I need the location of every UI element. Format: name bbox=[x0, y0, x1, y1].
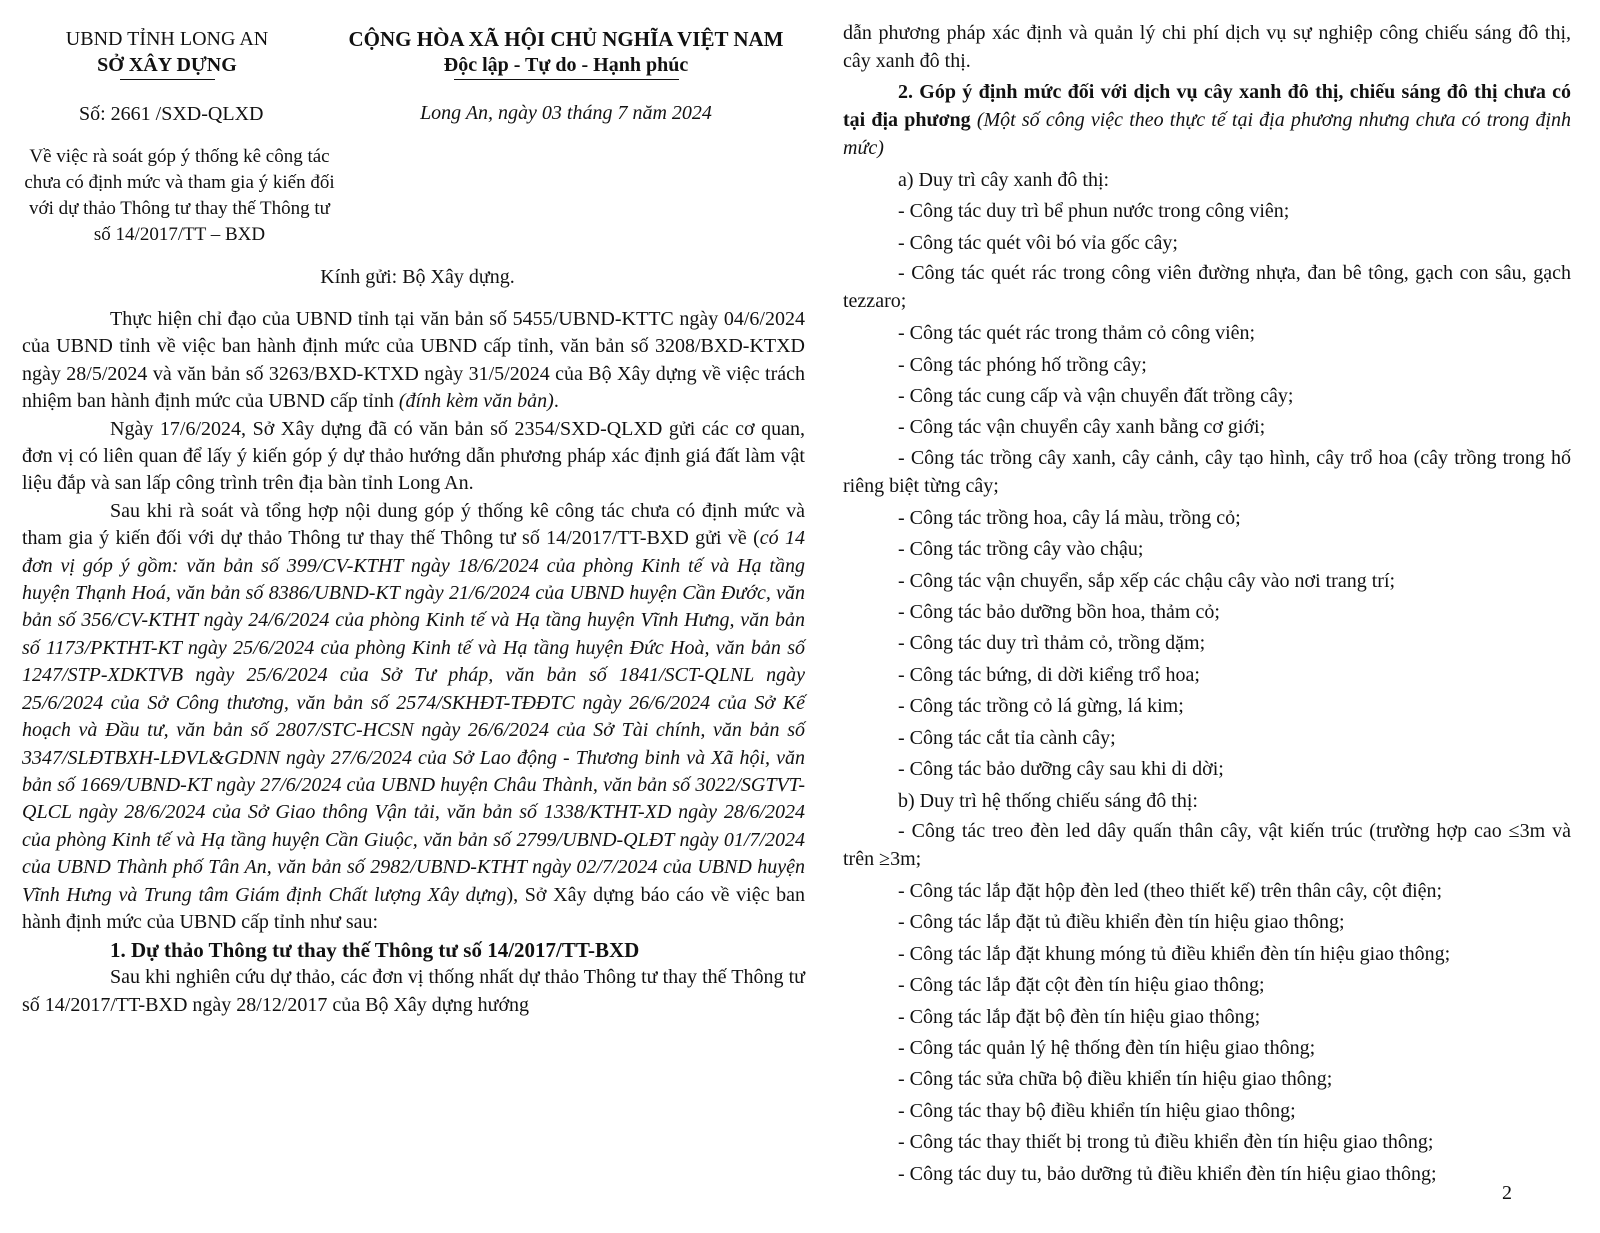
page-number: 2 bbox=[1502, 1182, 1512, 1204]
b-list-item: - Công tác treo đèn led dây quấn thân cây, vật kiến trúc (trường hợp cao ≤3m và trên ≥3m; bbox=[843, 819, 1571, 870]
a-list-item: - Công tác vận chuyển cây xanh bằng cơ giới; bbox=[898, 416, 1266, 439]
a-list-item: - Công tác cắt tỉa cành cây; bbox=[898, 726, 1116, 749]
agency-line2: SỞ XÂY DỰNG bbox=[97, 54, 237, 76]
national-motto bbox=[327, 26, 805, 80]
a-list-item: - Công tác trồng cỏ lá gừng, lá kim; bbox=[898, 695, 1184, 718]
recipient-line: Kính gửi: Bộ Xây dựng. bbox=[320, 266, 515, 288]
b-list-item: - Công tác lắp đặt tủ điều khiển đèn tín hiệu giao thông; bbox=[898, 911, 1345, 934]
section-2-heading bbox=[843, 78, 1571, 162]
subsection-a-title: a) Duy trì cây xanh đô thị: bbox=[898, 169, 1110, 191]
motto-underline bbox=[454, 79, 679, 80]
a-list-item: - Công tác bứng, di dời kiểng trổ hoa; bbox=[898, 663, 1200, 686]
a-list-item: - Công tác trồng cây xanh, cây cảnh, cây tạo hình, cây trổ hoa (cây trồng trong hố riêng biệt từng cây; bbox=[843, 446, 1571, 497]
left-column bbox=[22, 26, 805, 1019]
document-date: Long An, ngày 03 tháng 7 năm 2024 bbox=[420, 102, 712, 124]
right-column bbox=[843, 19, 1571, 1190]
document-number: Số: 2661 /SXD-QLXD bbox=[79, 103, 264, 125]
a-list-item: - Công tác quét rác trong công viên đường nhựa, đan bê tông, gạch con sâu, gạch tezzaro; bbox=[843, 262, 1571, 313]
a-list-item: - Công tác trồng cây vào chậu; bbox=[898, 538, 1144, 561]
paragraph-4: Sau khi nghiên cứu dự thảo, các đơn vị thống nhất dự thảo Thông tư thay thế Thông tư số 14/2017/TT-BXD ngày 28/12/2017 của Bộ Xây dựng hướng bbox=[22, 966, 805, 1016]
nation-title: CỘNG HÒA XÃ HỘI CHỦ NGHĨA VIỆT NAM bbox=[348, 27, 784, 51]
section-2-title: 2. Góp ý định mức đối với dịch vụ cây xanh đô thị, chiếu sáng đô thị chưa có tại địa phương bbox=[843, 81, 1571, 131]
b-list-item: - Công tác lắp đặt bộ đèn tín hiệu giao thông; bbox=[898, 1005, 1261, 1028]
b-list-item: - Công tác lắp đặt khung móng tủ điều khiển đèn tín hiệu giao thông; bbox=[898, 942, 1451, 965]
paragraph-2: Ngày 17/6/2024, Sở Xây dựng đã có văn bản số 2354/SXD-QLXD gửi các cơ quan, đơn vị có liên quan để lấy ý kiến góp ý dự thảo hướng dẫn phương pháp xác định giá đất làm vật liệu đắp và san lấp công trình trên địa bàn tỉnh Long An. bbox=[22, 417, 805, 495]
b-list-item: - Công tác lắp đặt hộp đèn led (theo thiết kế) trên thân cây, cột điện; bbox=[898, 879, 1443, 902]
a-list-item: - Công tác duy trì thảm cỏ, trồng dặm; bbox=[898, 632, 1206, 655]
a-list-item: - Công tác bảo dưỡng bồn hoa, thảm cỏ; bbox=[898, 601, 1220, 624]
a-list-item: - Công tác cung cấp và vận chuyển đất trồng cây; bbox=[898, 385, 1294, 408]
paragraph-3-end: ), Sở Xây dựng báo cáo về việc ban hành định mức của UBND cấp tỉnh như sau: bbox=[22, 883, 806, 933]
document-header bbox=[22, 26, 805, 266]
document-subject: Về việc rà soát góp ý thống kê công tác chưa có định mức và tham gia ý kiến đối với dự thảo Thông tư thay thế Thông tư số 14/2017/TT – BXD bbox=[24, 146, 335, 245]
a-list-item: - Công tác trồng hoa, cây lá màu, trồng cỏ; bbox=[898, 506, 1241, 529]
list-b bbox=[843, 817, 1571, 1190]
list-a bbox=[843, 196, 1571, 785]
a-list-item: - Công tác duy trì bể phun nước trong công viên; bbox=[898, 200, 1290, 223]
issuing-agency bbox=[22, 26, 312, 80]
subsection-b-title: b) Duy trì hệ thống chiếu sáng đô thị: bbox=[898, 789, 1198, 812]
paragraph-4-continued: dẫn phương pháp xác định và quản lý chi phí dịch vụ sự nghiệp công chiếu sáng đô thị, cây xanh đô thị. bbox=[843, 22, 1571, 72]
a-list-item: - Công tác vận chuyển, sắp xếp các chậu cây vào nơi trang trí; bbox=[898, 569, 1396, 592]
a-list-item: - Công tác quét vôi bó vỉa gốc cây; bbox=[898, 231, 1178, 254]
paragraph-1-italic: (đính kèm văn bản) bbox=[398, 390, 554, 413]
b-list-item: - Công tác thay bộ điều khiển tín hiệu giao thông; bbox=[898, 1099, 1296, 1122]
paragraph-3-text: Sau khi rà soát và tổng hợp nội dung góp ý thống kê công tác chưa có định mức và tham gia ý kiến đối với dự thảo Thông tư thay thế Thông tư số 14/2017/TT-BXD gửi về ( bbox=[22, 499, 805, 550]
a-list-item: - Công tác bảo dưỡng cây sau khi di dời; bbox=[898, 758, 1224, 781]
a-list-item: - Công tác quét rác trong thảm cỏ công viên; bbox=[898, 322, 1256, 345]
nation-motto: Độc lập - Tự do - Hạnh phúc bbox=[443, 54, 689, 76]
paragraph-1-end: . bbox=[553, 390, 559, 413]
b-list-item: - Công tác lắp đặt cột đèn tín hiệu giao thông; bbox=[898, 974, 1265, 997]
b-list-item: - Công tác sửa chữa bộ điều khiển tín hiệu giao thông; bbox=[898, 1068, 1333, 1091]
paragraph-1-text: Thực hiện chỉ đạo của UBND tỉnh tại văn bản số 5455/UBND-KTTC ngày 04/6/2024 của UBND tỉnh về việc ban hành định mức của UBND cấp tỉnh, văn bản số 3208/BXD-KTXD ngày 28/5/2024 và văn bản số 3263/BXD-KTXD ngày 31/5/2024 của Bộ Xây dựng về việc trách nhiệm ban hành định mức của UBND cấp tỉnh bbox=[22, 308, 805, 413]
a-list-item: - Công tác phóng hố trồng cây; bbox=[898, 353, 1147, 376]
agency-underline bbox=[120, 79, 215, 80]
paragraph-1 bbox=[22, 306, 805, 416]
section-1-title: 1. Dự thảo Thông tư thay thế Thông tư số 14/2017/TT-BXD bbox=[110, 938, 640, 963]
paragraph-3-italic: có 14 đơn vị góp ý gồm: văn bản số 399/CV-KTHT ngày 18/6/2024 của phòng Kinh tế và Hạ tầng huyện Thạnh Hoá, văn bản số 8386/UBND-KT ngày 21/6/2024 của UBND huyện Cần Đước, văn bản số 356/CV-KTHT ngày 24/6/2024 của phòng Kinh tế và Hạ tầng huyện Vĩnh Hưng, văn bản số 1173/PKTHT-KT ngày 25/6/2024 của phòng Kinh tế và Hạ tầng huyện Đức Hoà, văn bản số 1247/STP-XDKTVB ngày 25/6/2024 của Sở Tư pháp, văn bản số 1841/SCT-QLNL ngày 25/6/2024 của Sở Công thương, văn bản số 2574/SKHĐT-TĐĐTC ngày 26/6/2024 của Sở Kế hoạch và Đầu tư, văn bản số 2807/STC-HCSN ngày 26/6/2024 của Sở Tài chính, văn bản số 3347/SLĐTBXH-LĐVL&GDNN ngày 27/6/2024 của Sở Lao động - Thương binh và Xã hội, văn bản số 1669/UBND-KT ngày 27/6/2024 của UBND huyện Châu Thành, văn bản số 3022/SGTVT-QLCL ngày 28/6/2024 của Sở Giao thông Vận tải, văn bản số 1338/KTHT-XD ngày 28/6/2024 của phòng Kinh tế và Hạ tầng huyện Cần Giuộc, văn bản số 2799/UBND-QLĐT ngày 01/7/2024 của UBND Thành phố Tân An, văn bản số 2982/UBND-KTHT ngày 02/7/2024 của UBND huyện Vĩnh Hưng và Trung tâm Giám định Chất lượng Xây dựng bbox=[22, 527, 805, 906]
paragraph-3 bbox=[22, 498, 805, 937]
section-2-note: (Một số công việc theo thực tế tại địa phương nhưng chưa có trong định mức) bbox=[843, 109, 1571, 159]
b-list-item: - Công tác duy tu, bảo dưỡng tủ điều khiển đèn tín hiệu giao thông; bbox=[898, 1162, 1437, 1185]
agency-line1: UBND TỈNH LONG AN bbox=[65, 28, 269, 50]
b-list-item: - Công tác quản lý hệ thống đèn tín hiệu giao thông; bbox=[898, 1036, 1316, 1059]
b-list-item: - Công tác thay thiết bị trong tủ điều khiển đèn tín hiệu giao thông; bbox=[898, 1131, 1434, 1154]
